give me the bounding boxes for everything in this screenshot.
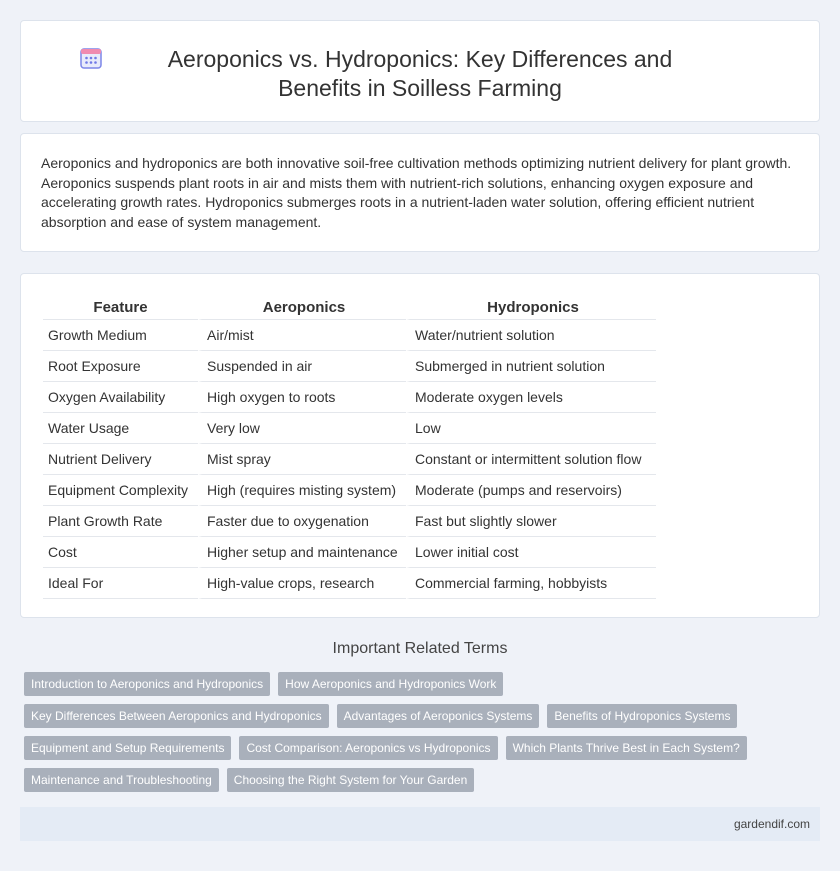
table-cell: Cost [43,537,198,568]
table-cell: Lower initial cost [406,537,656,568]
page-title: Aeroponics vs. Hydroponics: Key Differences and Benefits in Soilless Farming [167,46,673,101]
table-cell: Water Usage [43,413,198,444]
table-cell: Faster due to oxygenation [198,506,406,537]
table-cell: Moderate (pumps and reservoirs) [406,475,656,506]
related-term-link[interactable]: Advantages of Aeroponics Systems [337,704,540,728]
table-cell: Low [406,413,656,444]
comparison-card [20,273,820,618]
table-cell: Suspended in air [198,351,406,382]
related-term-link[interactable]: How Aeroponics and Hydroponics Work [278,672,503,696]
related-terms-list [24,672,804,800]
table-row [43,444,656,475]
table-cell: Oxygen Availability [43,382,198,413]
table-cell: Ideal For [43,568,198,599]
table-row [43,506,656,537]
table-cell: Submerged in nutrient solution [406,351,656,382]
related-term-link[interactable]: Key Differences Between Aeroponics and Hydroponics [24,704,329,728]
column-header: Aeroponics [198,295,406,320]
related-term-link[interactable]: Benefits of Hydroponics Systems [547,704,737,728]
table-cell: Growth Medium [43,320,198,351]
footer [20,807,820,841]
table-row [43,351,656,382]
table-cell: Mist spray [198,444,406,475]
related-term-link[interactable]: Which Plants Thrive Best in Each System? [506,736,747,760]
table-header-row [43,295,656,320]
table-cell: Moderate oxygen levels [406,382,656,413]
table-cell: High oxygen to roots [198,382,406,413]
table-row [43,413,656,444]
table-cell: Water/nutrient solution [406,320,656,351]
table-row [43,475,656,506]
header-card [20,20,820,122]
table-cell: Commercial farming, hobbyists [406,568,656,599]
column-header: Hydroponics [406,295,656,320]
table-row [43,320,656,351]
table-cell: Nutrient Delivery [43,444,198,475]
table-cell: Equipment Complexity [43,475,198,506]
table-row [43,568,656,599]
footer-site-link[interactable]: gardendif.com [733,817,810,831]
related-term-link[interactable]: Maintenance and Troubleshooting [24,768,219,792]
comparison-table [43,295,656,599]
related-term-link[interactable]: Cost Comparison: Aeroponics vs Hydroponics [239,736,497,760]
column-header: Feature [43,295,198,320]
table-cell: Fast but slightly slower [406,506,656,537]
table-cell: Very low [198,413,406,444]
table-cell: Root Exposure [43,351,198,382]
related-term-link[interactable]: Choosing the Right System for Your Garden [227,768,474,792]
table-row [43,382,656,413]
table-cell: Air/mist [198,320,406,351]
intro-paragraph: Aeroponics and hydroponics are both innovative soil-free cultivation methods optimizing nutrient delivery for plant growth. Aeroponics suspends plant roots in air and mists them with nutrient-rich solutions, enhancing oxygen exposure and accelerating growth rates. Hydroponics submerges roots in a nutrient-laden water solution, offering efficient nutrient absorption and ease of system management. [41,155,792,230]
table-cell: High-value crops, research [198,568,406,599]
related-term-link[interactable]: Introduction to Aeroponics and Hydroponics [24,672,270,696]
table-cell: Constant or intermittent solution flow [406,444,656,475]
related-terms-heading: Important Related Terms [332,640,508,657]
table-cell: High (requires misting system) [198,475,406,506]
table-row [43,537,656,568]
table-cell: Plant Growth Rate [43,506,198,537]
intro-card [20,133,820,252]
related-term-link[interactable]: Equipment and Setup Requirements [24,736,231,760]
table-cell: Higher setup and maintenance [198,537,406,568]
